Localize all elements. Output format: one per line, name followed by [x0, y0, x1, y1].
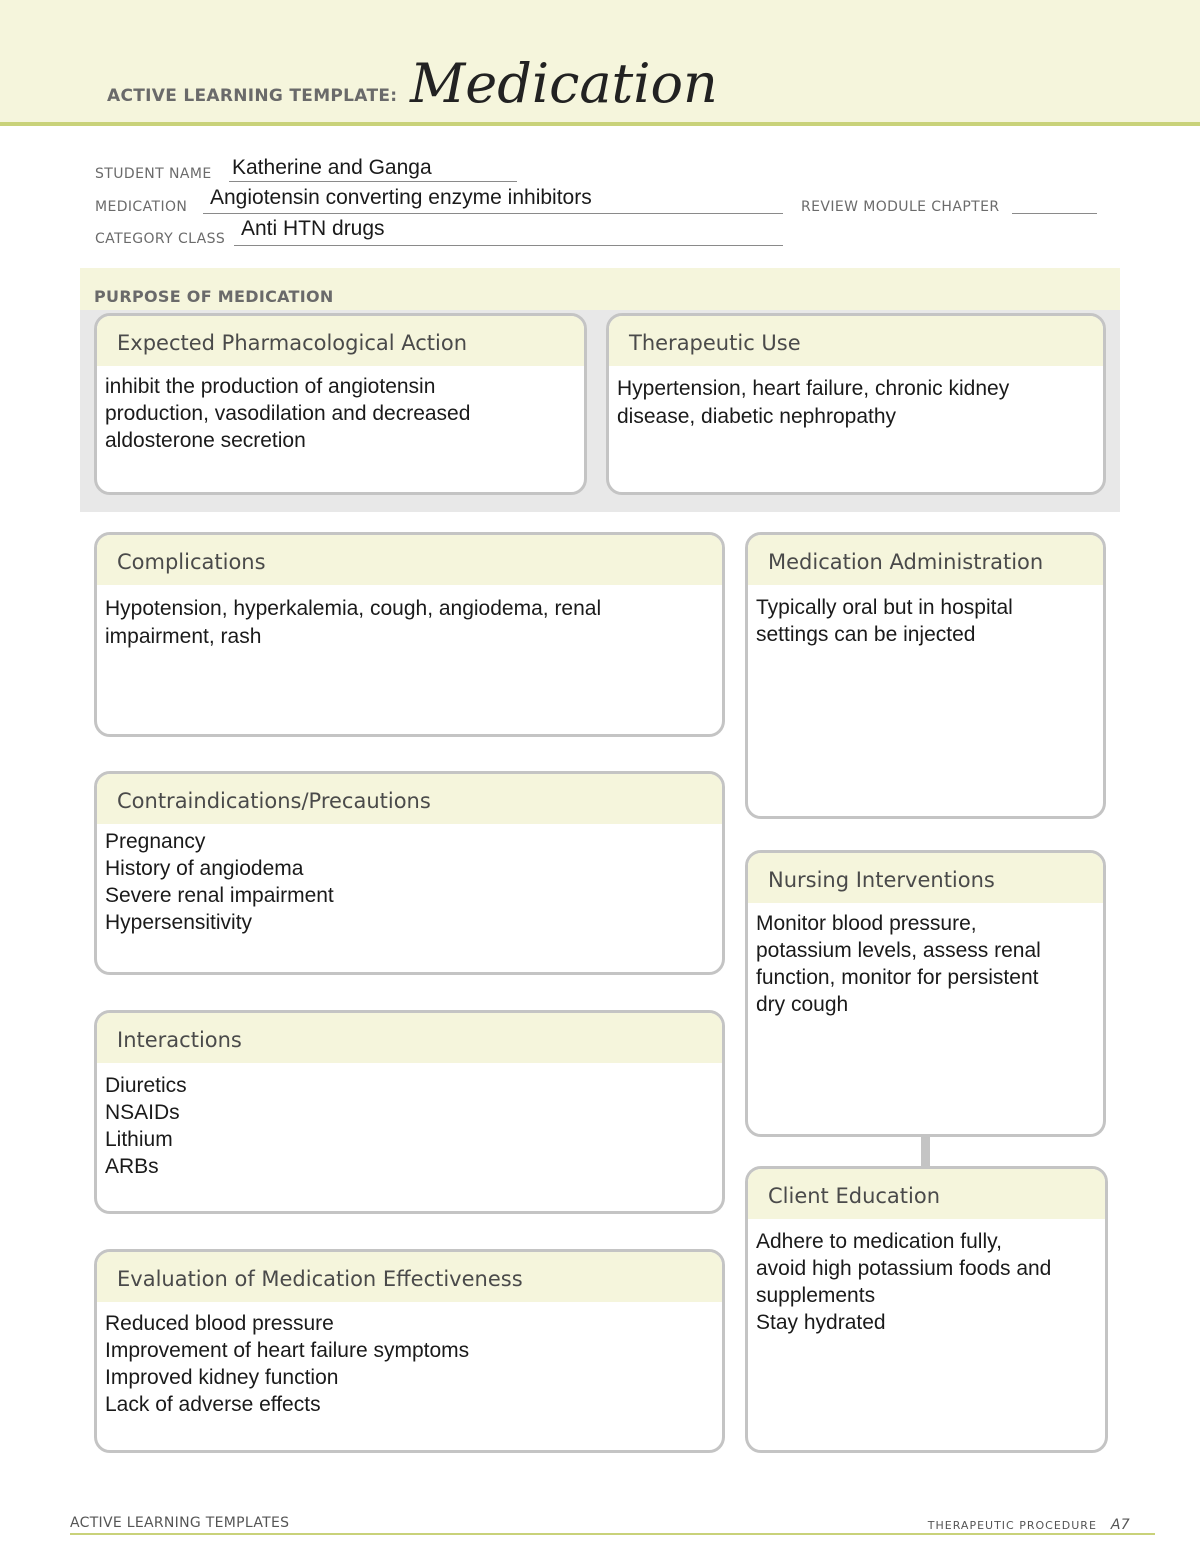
complications-card	[94, 532, 725, 737]
category-class-field[interactable]: Anti HTN drugs	[241, 217, 385, 240]
contraindications-heading: Contraindications/Precautions	[97, 774, 722, 824]
text-line: Hypertension, heart failure, chronic kidney	[617, 377, 1010, 400]
client-education-text[interactable]	[748, 1219, 1105, 1336]
expected-action-heading: Expected Pharmacological Action	[97, 316, 584, 366]
text-line: Improved kidney function	[105, 1366, 339, 1389]
text-line: Monitor blood pressure,	[756, 912, 977, 935]
text-line: Diuretics	[105, 1074, 187, 1097]
medication-field[interactable]: Angiotensin converting enzyme inhibitors	[210, 186, 592, 209]
template-label: ACTIVE LEARNING TEMPLATE:	[107, 86, 398, 106]
nursing-interventions-text[interactable]	[748, 903, 1103, 1018]
expected-action-card	[94, 313, 587, 495]
student-name-line	[229, 181, 517, 182]
text-line: potassium levels, assess renal	[756, 939, 1041, 962]
student-name-field[interactable]: Katherine and Ganga	[232, 156, 432, 179]
medication-administration-text[interactable]	[748, 585, 1103, 648]
page-title: Medication	[410, 52, 718, 115]
text-line: inhibit the production of angiotensin	[105, 375, 436, 398]
text-line: NSAIDs	[105, 1101, 180, 1124]
expected-action-text[interactable]	[97, 366, 584, 454]
interactions-text[interactable]	[97, 1063, 722, 1180]
medication-line	[203, 213, 783, 214]
student-name-label: STUDENT NAME	[95, 166, 212, 182]
medication-administration-card	[745, 532, 1106, 819]
text-line: Reduced blood pressure	[105, 1312, 334, 1335]
page-number: A7	[1110, 1517, 1130, 1533]
therapeutic-use-heading: Therapeutic Use	[609, 316, 1103, 366]
therapeutic-use-card	[606, 313, 1106, 495]
therapeutic-use-text[interactable]	[609, 366, 1103, 431]
review-module-chapter-line	[1012, 213, 1097, 214]
evaluation-text[interactable]	[97, 1302, 722, 1418]
text-line: Typically oral but in hospital	[756, 596, 1013, 619]
text-line: Improvement of heart failure symptoms	[105, 1339, 470, 1362]
contraindications-card	[94, 771, 725, 975]
evaluation-card	[94, 1249, 725, 1453]
text-line: Stay hydrated	[756, 1311, 886, 1334]
nursing-interventions-card	[745, 850, 1106, 1137]
interactions-card	[94, 1010, 725, 1214]
footer-title: ACTIVE LEARNING TEMPLATES	[70, 1515, 290, 1531]
text-line: disease, diabetic nephropathy	[617, 405, 897, 428]
text-line: Severe renal impairment	[105, 884, 334, 907]
medication-label: MEDICATION	[95, 199, 188, 215]
header-divider	[0, 122, 1200, 126]
text-line: avoid high potassium foods and	[756, 1257, 1052, 1280]
footer-section	[928, 1517, 1130, 1533]
footer-section-label: THERAPEUTIC PROCEDURE	[927, 1519, 1097, 1532]
medication-administration-heading: Medication Administration	[748, 535, 1103, 585]
text-line: impairment, rash	[105, 625, 262, 648]
review-module-chapter-label: REVIEW MODULE CHAPTER	[801, 199, 1000, 215]
text-line: Pregnancy	[105, 830, 206, 853]
text-line: Hypersensitivity	[105, 911, 253, 934]
text-line: function, monitor for persistent	[756, 966, 1039, 989]
client-education-card	[745, 1166, 1108, 1453]
evaluation-heading: Evaluation of Medication Effectiveness	[97, 1252, 722, 1302]
category-class-line	[234, 245, 783, 246]
text-line: dry cough	[756, 993, 849, 1016]
category-class-label: CATEGORY CLASS	[95, 231, 226, 247]
complications-heading: Complications	[97, 535, 722, 585]
text-line: Lack of adverse effects	[105, 1393, 321, 1416]
card-connector	[921, 1135, 930, 1166]
contraindications-text[interactable]	[97, 824, 722, 936]
text-line: settings can be injected	[756, 623, 976, 646]
purpose-section-title: PURPOSE OF MEDICATION	[94, 287, 334, 306]
complications-text[interactable]	[97, 585, 722, 651]
text-line: supplements	[756, 1284, 876, 1307]
client-education-heading: Client Education	[748, 1169, 1105, 1219]
text-line: Hypotension, hyperkalemia, cough, angiodema, renal	[105, 597, 602, 620]
text-line: Lithium	[105, 1128, 173, 1151]
text-line: aldosterone secretion	[105, 429, 306, 452]
text-line: production, vasodilation and decreased	[105, 402, 471, 425]
nursing-interventions-heading: Nursing Interventions	[748, 853, 1103, 903]
text-line: ARBs	[105, 1155, 159, 1178]
interactions-heading: Interactions	[97, 1013, 722, 1063]
text-line: Adhere to medication fully,	[756, 1230, 1002, 1253]
text-line: History of angiodema	[105, 857, 304, 880]
footer-divider	[70, 1533, 1155, 1535]
